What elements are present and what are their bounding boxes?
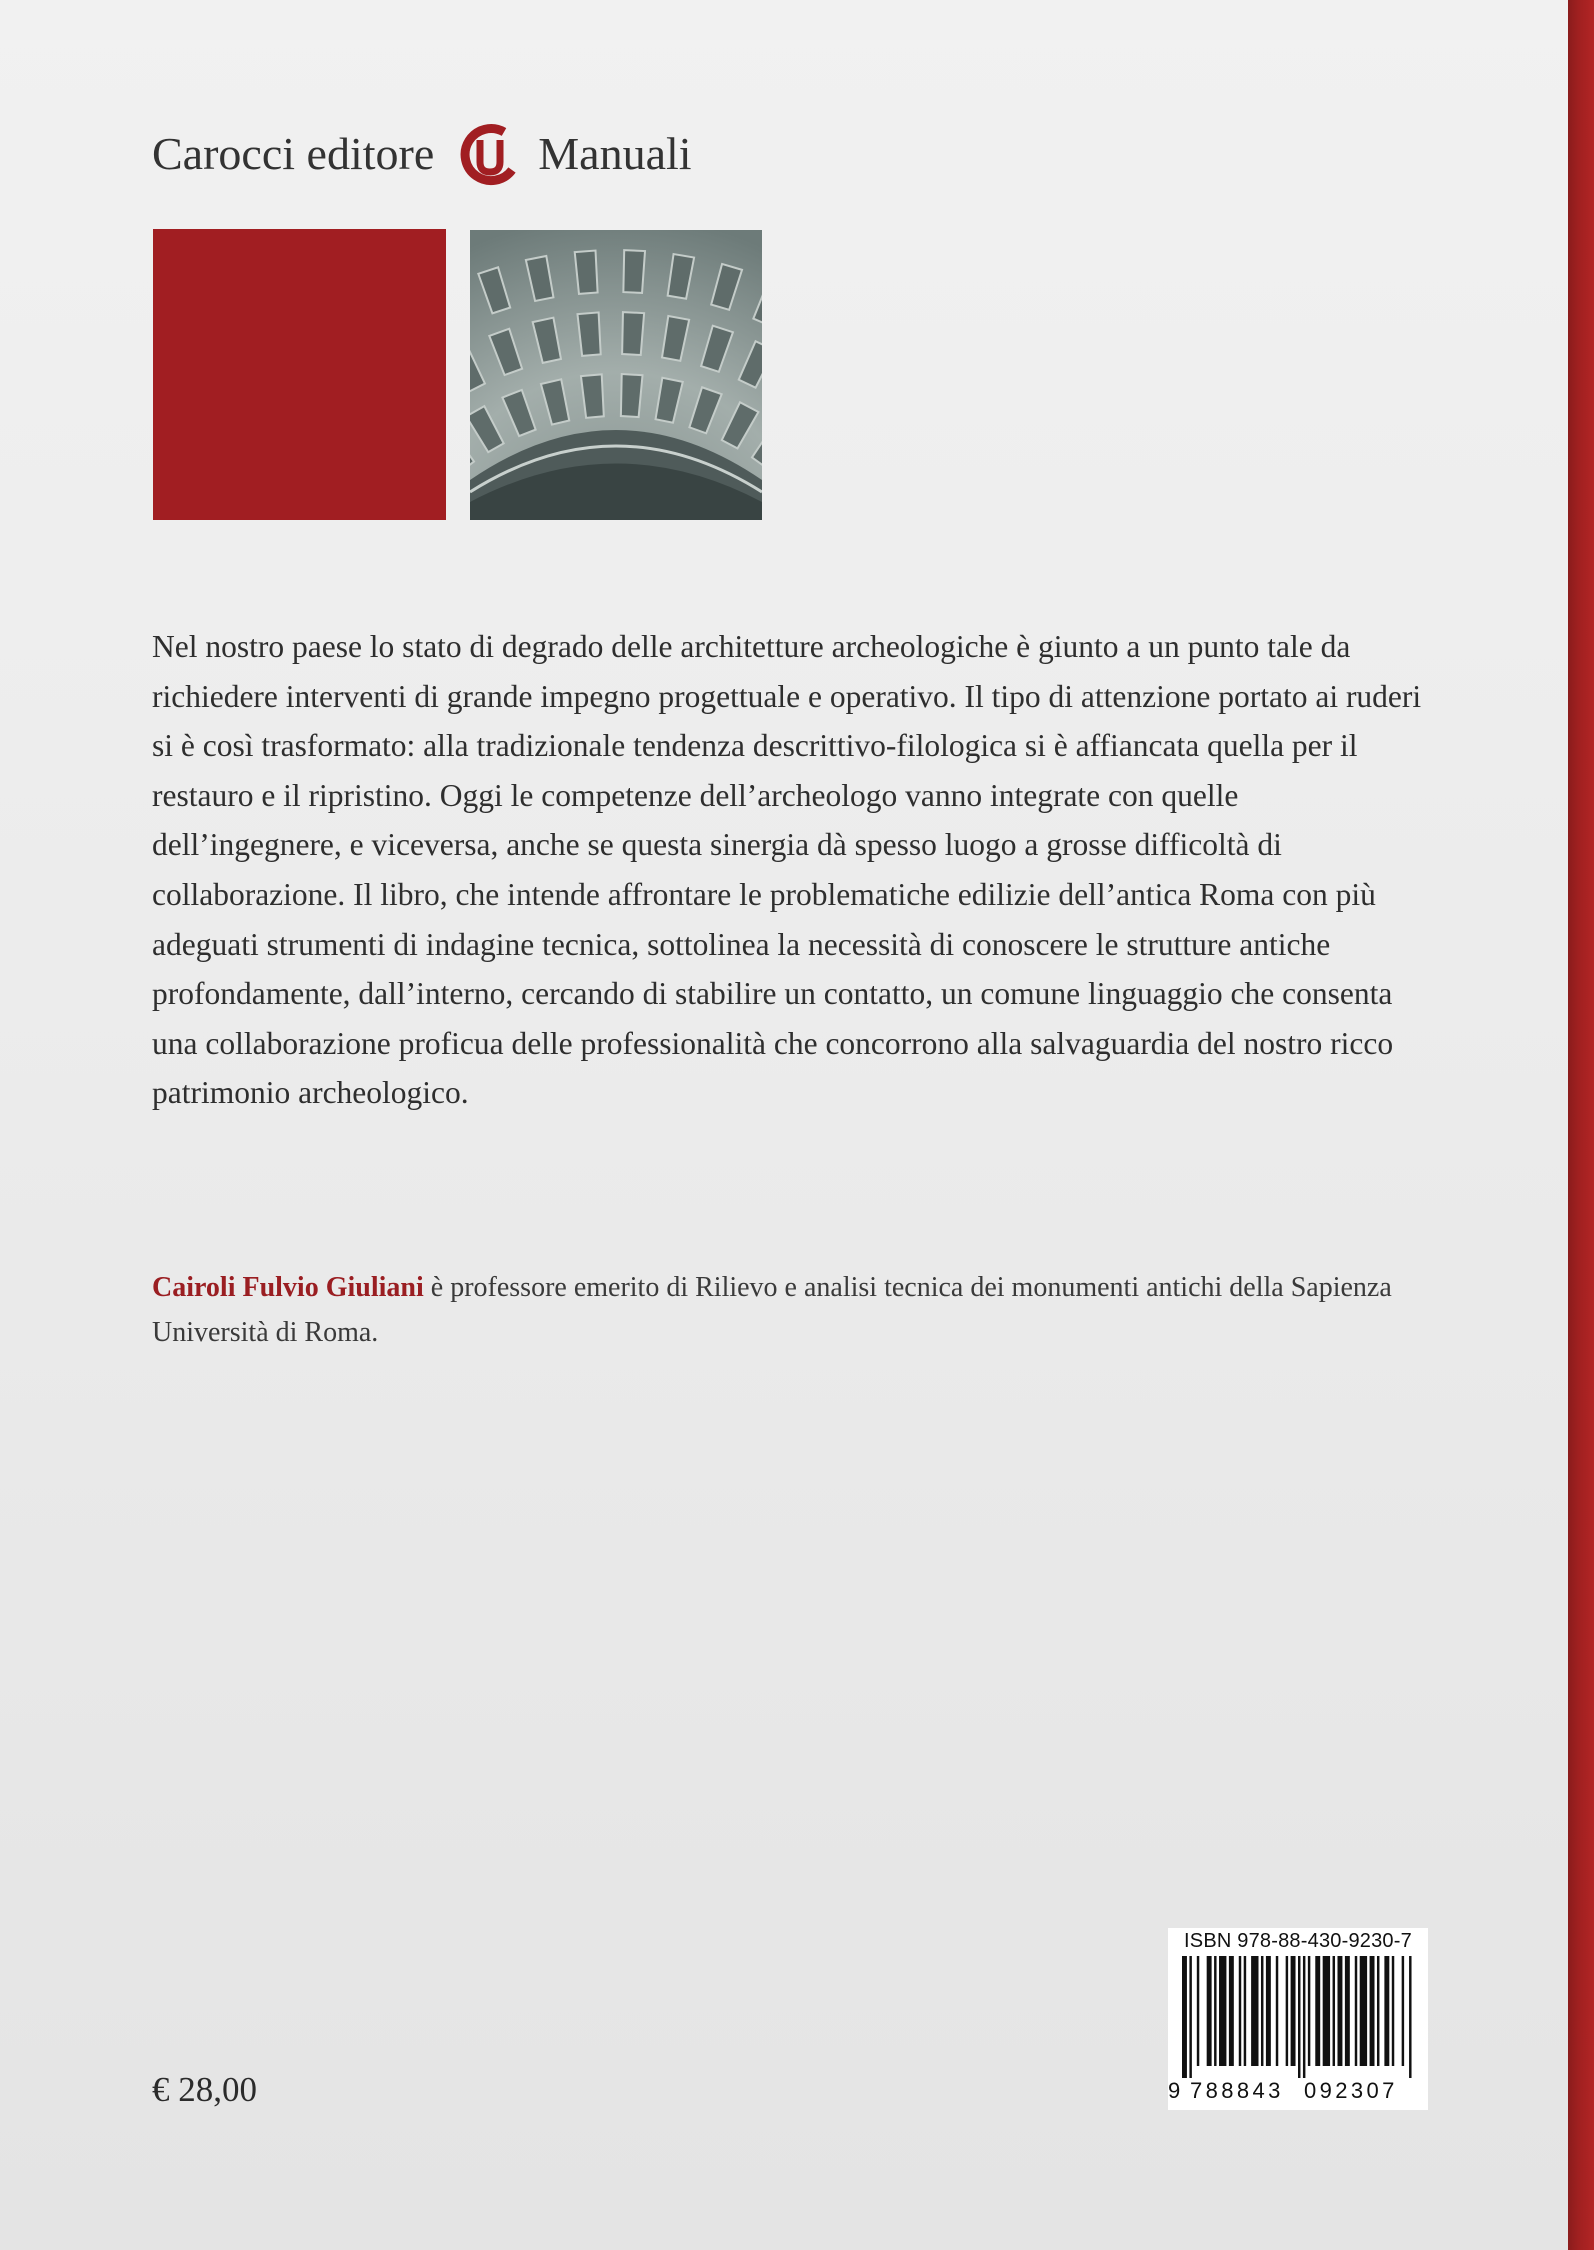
isbn-barcode-block [1168, 1928, 1428, 2110]
barcode-bar [1370, 1956, 1375, 2066]
barcode-bar [1377, 1956, 1379, 2066]
barcode-bar [1219, 1956, 1226, 2066]
barcode-bar [1337, 1956, 1342, 2066]
barcode-bar [1189, 1956, 1191, 2078]
barcode-bar [1355, 1956, 1357, 2066]
publisher-name: Carocci editore [152, 127, 435, 179]
barcode-bar [1207, 1956, 1212, 2066]
barcode-bar [1261, 1956, 1263, 2066]
dome-coffer [581, 374, 604, 417]
dome-coffer [577, 312, 600, 355]
author-bio [152, 1265, 1452, 1355]
barcode-bar [1239, 1956, 1241, 2066]
barcode-bar [1276, 1956, 1278, 2066]
barcode-digits-right: 092307 [1304, 2078, 1398, 2103]
barcode-bar [1315, 1956, 1320, 2066]
barcode-bar [1333, 1956, 1335, 2066]
book-description: Nel nostro paese lo stato di degrado delle architetture archeologiche è giunto a un punto tale da richiedere interventi di grande impegno progettuale e operativo. Il tipo di attenzione portato ai ruderi si è così trasformato: alla tradizionale tendenza descrittivo-filologica si è affiancata quella per il restauro e il ripristino. Oggi le competenze dell’archeologo vanno integrate con quelle dell’ingegnere, e viceversa, anche se questa sinergia dà spesso luogo a grosse difficoltà di collaborazione. Il libro, che intende affrontare le problematiche edilizie dell’antica Roma con più adeguati strumenti di indagine tecnica, sottolinea la necessità di conoscere le strutture antiche profondamente, dall’interno, cercando di stabilire un contatto, un comune linguaggio che consenta una collaborazione proficua delle professionalità che concorrono alla salvaguardia del nostro ricco patrimonio archeologico. [152, 629, 1422, 1111]
barcode-bar [1323, 1956, 1330, 2066]
barcode-bar [1298, 1956, 1300, 2078]
ean13-barcode-icon [1176, 1956, 1420, 2078]
barcode-bar [1251, 1956, 1258, 2066]
barcode-bar [1345, 1956, 1350, 2066]
barcode-bar [1197, 1956, 1199, 2066]
barcode-bar [1291, 1956, 1296, 2066]
dome-coffer [621, 374, 643, 417]
series-header [152, 118, 692, 188]
barcode-digit-first: 9 [1168, 2078, 1181, 2103]
barcode-bar [1360, 1956, 1367, 2066]
barcode-bar [1409, 1956, 1411, 2078]
carocci-at-logo-icon [456, 118, 522, 188]
barcode-bar [1229, 1956, 1234, 2066]
barcode-bar [1244, 1956, 1246, 2066]
barcode-digits-left: 788843 [1190, 2078, 1284, 2103]
price-label: € 28,00 [152, 2070, 257, 2109]
barcode-bar [1303, 1956, 1305, 2078]
barcode-bar [1402, 1956, 1404, 2066]
book-spine [1568, 0, 1594, 2250]
barcode-bar [1286, 1956, 1288, 2066]
barcode-bar [1384, 1956, 1389, 2066]
barcode-bar [1392, 1956, 1394, 2066]
author-name: Cairoli Fulvio Giuliani [152, 1272, 424, 1303]
author-bio-text: è professore emerito di Rilievo e analisi tecnica dei monumenti antichi della Sapienza Università di Roma. [152, 1272, 1392, 1348]
isbn-label: ISBN 978-88-430-9230-7 [1184, 1930, 1412, 1952]
red-color-block [153, 229, 446, 520]
barcode-bar [1214, 1956, 1216, 2066]
dome-coffer [575, 251, 598, 294]
dome-coffer [622, 312, 644, 355]
barcode-bar [1308, 1956, 1310, 2066]
dome-coffer [623, 250, 645, 293]
coffered-dome-image [470, 230, 762, 520]
series-name: Manuali [538, 127, 692, 179]
barcode-bar [1266, 1956, 1271, 2066]
barcode-bar [1182, 1956, 1187, 2078]
